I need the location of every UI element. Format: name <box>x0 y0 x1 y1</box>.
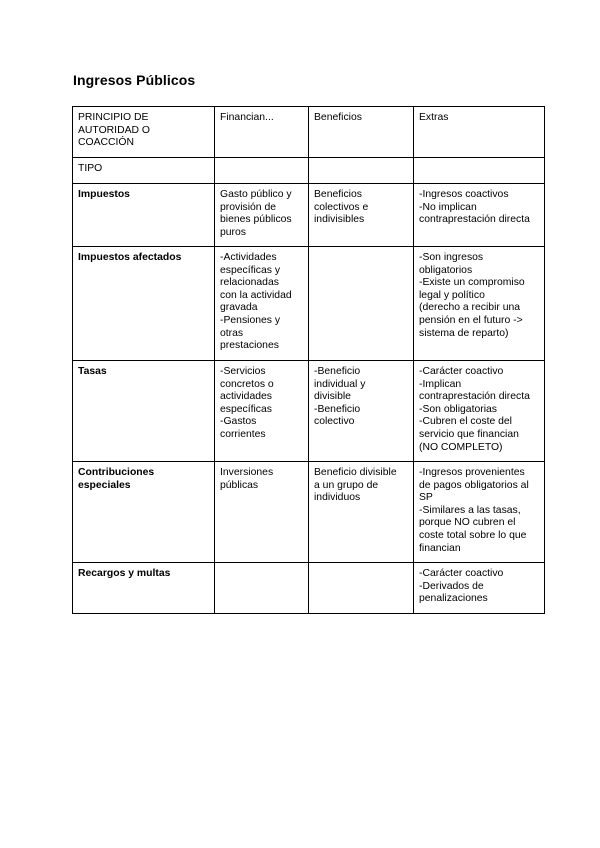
row-financian-cell <box>215 563 309 614</box>
row-beneficios-cell <box>309 563 414 614</box>
table-row-contribuciones-especiales <box>73 462 545 563</box>
tipo-empty-cell <box>215 158 309 184</box>
row-tipo-cell: Contribuciones especiales <box>73 462 215 563</box>
row-beneficios-cell: Beneficios colectivos e indivisibles <box>309 184 414 247</box>
table-row-impuestos-afectados <box>73 247 545 361</box>
row-financian-cell: -Actividades específicas y relacionadas con la actividad gravada -Pensiones y otras prestaciones <box>215 247 309 361</box>
row-tipo-cell: Tasas <box>73 361 215 462</box>
row-extras-cell: -Carácter coactivo -Implican contraprestación directa -Son obligatorias -Cubren el coste del servicio que financian (NO COMPLETO) <box>414 361 545 462</box>
header-row <box>73 107 545 158</box>
row-beneficios-cell: Beneficio divisible a un grupo de individuos <box>309 462 414 563</box>
document-title: Ingresos Públicos <box>73 72 196 88</box>
row-extras-cell: -Ingresos coactivos -No implican contraprestación directa <box>414 184 545 247</box>
row-beneficios-cell: -Beneficio individual y divisible -Beneficio colectivo <box>309 361 414 462</box>
header-cell-extras: Extras <box>414 107 545 158</box>
tipo-label-cell: TIPO <box>73 158 215 184</box>
header-cell-principio: PRINCIPIO DE AUTORIDAD O COACCIÓN <box>73 107 215 158</box>
tipo-row <box>73 158 545 184</box>
ingresos-table <box>72 106 545 614</box>
row-extras-cell: -Son ingresos obligatorios -Existe un compromiso legal y político (derecho a recibir una pensión en el futuro -> sistema de reparto) <box>414 247 545 361</box>
row-beneficios-cell <box>309 247 414 361</box>
row-financian-cell: Gasto público y provisión de bienes públicos puros <box>215 184 309 247</box>
row-tipo-cell: Recargos y multas <box>73 563 215 614</box>
row-extras-cell: -Ingresos provenientes de pagos obligatorios al SP -Similares a las tasas, porque NO cubren el coste total sobre lo que financian <box>414 462 545 563</box>
header-cell-financian: Financian... <box>215 107 309 158</box>
row-financian-cell: -Servicios concretos o actividades específicas -Gastos corrientes <box>215 361 309 462</box>
row-tipo-cell: Impuestos <box>73 184 215 247</box>
row-extras-cell: -Carácter coactivo -Derivados de penalizaciones <box>414 563 545 614</box>
tipo-empty-cell <box>414 158 545 184</box>
row-financian-cell: Inversiones públicas <box>215 462 309 563</box>
table-row-recargos-multas <box>73 563 545 614</box>
row-tipo-cell: Impuestos afectados <box>73 247 215 361</box>
header-cell-beneficios: Beneficios <box>309 107 414 158</box>
table-row-impuestos <box>73 184 545 247</box>
tipo-empty-cell <box>309 158 414 184</box>
table-row-tasas <box>73 361 545 462</box>
